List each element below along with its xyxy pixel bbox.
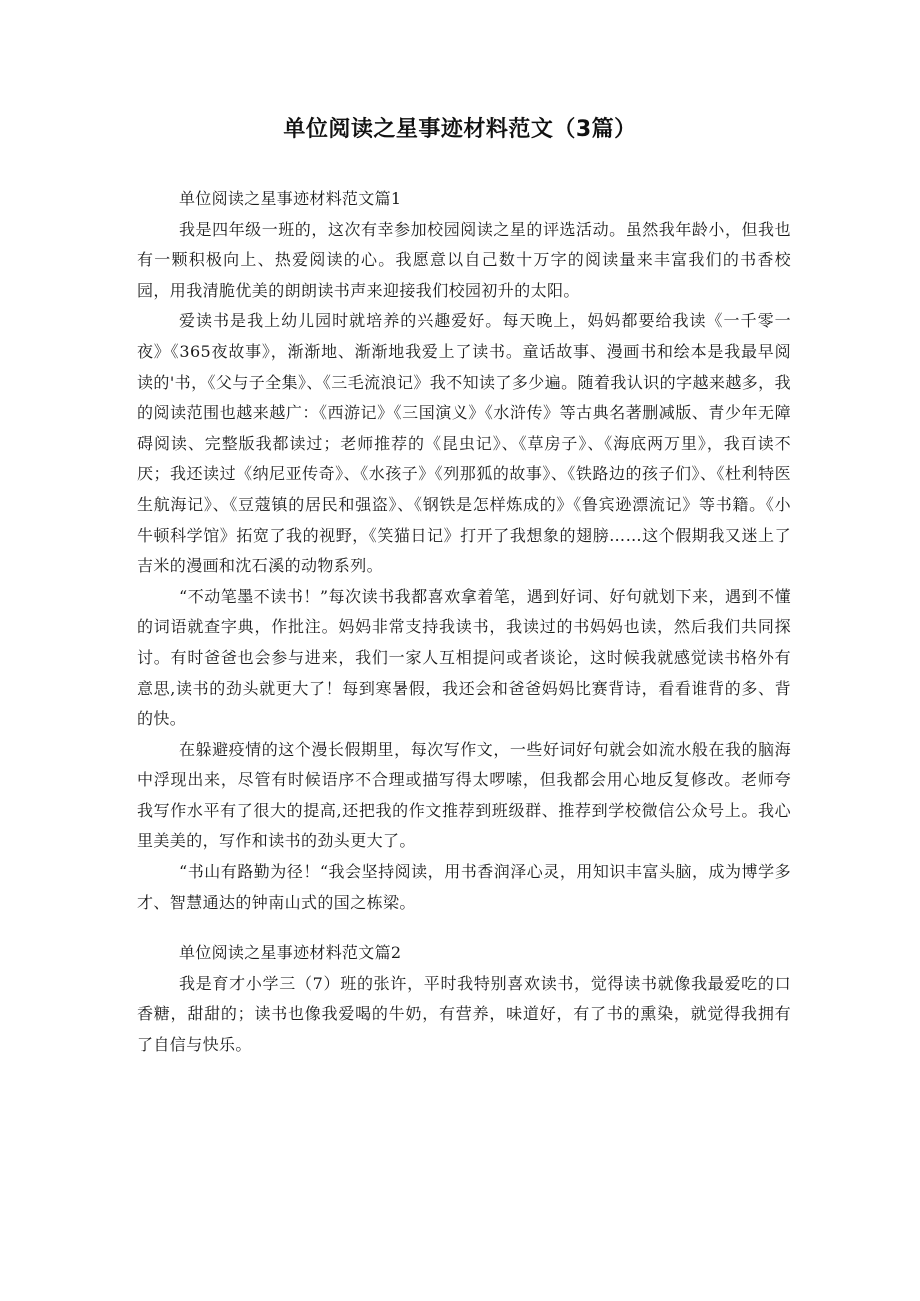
paragraph: 在躲避疫情的这个漫长假期里，每次写作文，一些好词好句就会如流水般在我的脑海中浮现出来，尽管有时候语序不合理或描写得太啰嗦，但我都会用心地反复修改。老师夸我写作水平有了很大的提高,还把我的作文推荐到班级群、推荐到学校微信公众号上。我心里美美的，写作和读书的劲头更大了。 — [137, 739, 791, 851]
paragraph: “书山有路勤为径！“我会坚持阅读，用书香润泽心灵，用知识丰富头脑，成为博学多才、智慧通达的钟南山式的国之栋梁。 — [137, 862, 791, 912]
section-spacer — [137, 918, 791, 938]
document-body — [137, 184, 791, 1061]
paragraph: “不动笔墨不读书！”每次读书我都喜欢拿着笔，遇到好词、好句就划下来，遇到不懂的词语就查字典，作批注。妈妈非常支持我读书，我读过的书妈妈也读，然后我们共同探讨。有时爸爸也会参与进来，我们一家人互相提问或者谈论，这时候我就感觉读书格外有意思,读书的劲头就更大了！每到寒暑假，我还会和爸爸妈妈比赛背诗，看看谁背的多、背的快。 — [137, 586, 791, 729]
paragraph: 爱读书是我上幼儿园时就培养的兴趣爱好。每天晚上，妈妈都要给我读《一千零一夜》《365夜故事》，渐渐地、渐渐地我爱上了读书。童话故事、漫画书和绘本是我最早阅读的'书，《父与子全集》、《三毛流浪记》我不知读了多少遍。随着我认识的字越来越多，我的阅读范围也越来越广：《西游记》《三国演义》《水浒传》等古典名著删减版、青少年无障碍阅读、完整版我都读过；老师推荐的《昆虫记》、《草房子》、《海底两万里》，我百读不厌；我还读过《纳尼亚传奇》、《水孩子》《列那狐的故事》、《铁路边的孩子们》、《杜利特医生航海记》、《豆蔻镇的居民和强盗》、《钢铁是怎样炼成的》《鲁宾逊漂流记》等书籍。《小牛顿科学馆》拓宽了我的视野，《笑猫日记》打开了我想象的翅膀……这个假期我又迷上了吉米的漫画和沈石溪的动物系列。 — [137, 311, 791, 576]
section-heading-1: 单位阅读之星事迹材料范文篇1 — [179, 189, 402, 208]
section-heading-2: 单位阅读之星事迹材料范文篇2 — [179, 943, 402, 963]
document-title: 单位阅读之星事迹材料范文（3篇） — [283, 117, 637, 142]
paragraph: 我是四年级一班的，这次有幸参加校园阅读之星的评选活动。虽然我年龄小，但我也有一颗积极向上、热爱阅读的心。我愿意以自己数十万字的阅读量来丰富我们的书香校园，用我清脆优美的朗朗读书声来迎接我们校园初升的太阳。 — [137, 219, 791, 300]
paragraph: 我是育才小学三（7）班的张许，平时我特别喜欢读书，觉得读书就像我最爱吃的口香糖，甜甜的；读书也像我爱喝的牛奶，有营养，味道好，有了书的熏染，就觉得我拥有了自信与快乐。 — [137, 973, 791, 1055]
